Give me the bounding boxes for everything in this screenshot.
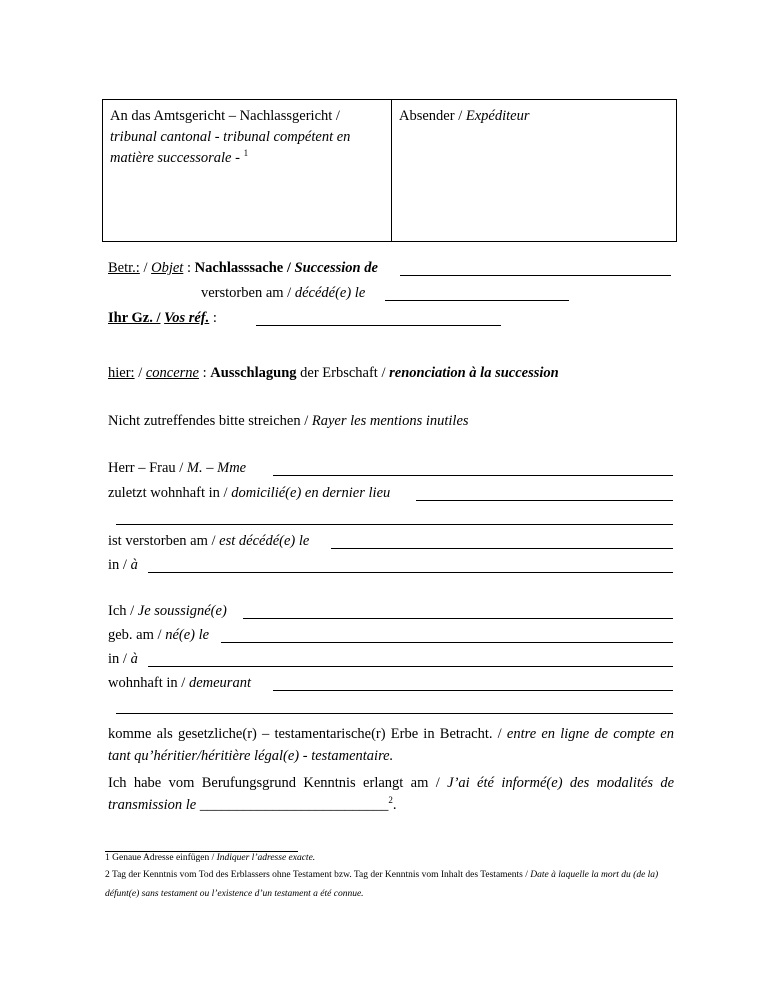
recipient-line-2: tribunal cantonal - tribunal compétent en — [110, 129, 351, 145]
nee-label: né(e) le — [165, 627, 210, 643]
residence-field[interactable] — [273, 690, 673, 691]
footnote-ref-1: 1 — [243, 148, 249, 158]
demeurant-label: demeurant — [188, 675, 251, 691]
death-place-line — [108, 557, 138, 574]
geb-label: geb. am / — [108, 627, 166, 643]
strike-instruction — [108, 413, 469, 430]
succession-label: Succession de — [294, 260, 378, 276]
recipient-line-1: An das Amtsgericht – Nachlassgericht / — [110, 108, 340, 124]
knowledge-end: . — [392, 797, 397, 813]
death-date-field[interactable] — [331, 548, 673, 549]
recipient-court-cell — [110, 106, 350, 170]
concern-sep: / — [134, 365, 146, 381]
concern-line — [108, 365, 559, 382]
est-decede-label: est décédé(e) le — [219, 533, 310, 549]
sender-cell[interactable] — [399, 106, 529, 127]
last-domicile-field-2[interactable] — [116, 524, 673, 525]
applicant-name-field[interactable] — [243, 618, 673, 619]
recipient-line-3: matière successorale - — [110, 150, 240, 166]
wohnhaft-label: wohnhaft in / — [108, 675, 189, 691]
footnote-1-fr: Indiquer l’adresse exacte. — [216, 853, 316, 863]
strike-instruction-fr: Rayer les mentions inutiles — [311, 413, 469, 429]
birth-place-field[interactable] — [148, 666, 673, 667]
death-place-in-label: in / — [108, 557, 131, 573]
residence-field-2[interactable] — [116, 713, 673, 714]
last-domicile-line — [108, 485, 390, 502]
footnote-1-de: Genaue Adresse einfügen / — [109, 853, 217, 863]
footnote-2-de: Tag der Kenntnis vom Tod des Erblassers ohne Testament bzw. Tag der Kenntnis vom Inhalt des Testaments / — [109, 870, 531, 880]
renonciation-label: renonciation à la succession — [389, 365, 559, 381]
heir-text-de: komme als gesetzliche(r) – testamentarische(r) Erbe in Betracht. / — [108, 726, 507, 742]
footnote-2-fr: Date à laquelle la mort du (de la) défunt(e) sans testament ou l’existence d’un testament a été connue. — [105, 870, 659, 899]
heir-text-fr: entre en ligne de compte en tant qu’héritier/héritière légal(e) - testamentaire. — [108, 726, 674, 764]
betr-label: Betr.: — [108, 260, 140, 276]
objet-label: Objet — [151, 260, 184, 276]
knowledge-text-fr: J’ai été informé(e) des modalités de transmission le — [108, 775, 675, 813]
table-divider — [391, 100, 392, 241]
hier-label: hier: — [108, 365, 135, 381]
deceased-date-label-fr: décédé(e) le — [294, 285, 366, 301]
last-domicile-field[interactable] — [416, 500, 673, 501]
der-erbschaft-label: der Erbschaft / — [296, 365, 390, 381]
birth-place-line — [108, 651, 138, 668]
death-place-a-label: à — [130, 557, 138, 573]
succession-de-field[interactable] — [400, 275, 671, 276]
sender-sep: / — [454, 108, 466, 124]
subject-sep: / — [139, 260, 152, 276]
knowledge-text-de: Ich habe vom Berufungsgrund Kenntnis erlangt am / — [108, 775, 448, 791]
deceased-date-label-de: verstorben am / — [201, 285, 295, 301]
reference-field[interactable] — [256, 325, 501, 326]
concerne-label: concerne — [145, 365, 199, 381]
sender-label-fr: Expéditeur — [465, 108, 530, 124]
concern-colon: : — [199, 365, 211, 381]
vos-ref-label: Vos réf. — [164, 310, 210, 326]
knowledge-paragraph — [108, 772, 674, 817]
knowledge-date-field[interactable]: __________________________ — [199, 797, 389, 813]
birth-date-field[interactable] — [221, 642, 673, 643]
nachlass-label: Nachlasssache / — [194, 260, 295, 276]
ref-colon: : — [209, 310, 217, 326]
zuletzt-label: zuletzt wohnhaft in / — [108, 485, 232, 501]
subject-line — [108, 260, 378, 277]
death-date-line — [108, 533, 309, 550]
ihr-gz-label: Ihr Gz. / — [108, 310, 161, 326]
birth-date-line — [108, 627, 209, 644]
ich-label: Ich / — [108, 603, 138, 619]
footnote-1-number: 1 — [105, 853, 110, 863]
herr-frau-label: Herr – Frau / — [108, 460, 187, 476]
applicant-name-line — [108, 603, 227, 620]
mme-label: M. – Mme — [186, 460, 247, 476]
death-place-field[interactable] — [148, 572, 673, 573]
ist-verstorben-label: ist verstorben am / — [108, 533, 220, 549]
sender-label-de: Absender — [399, 108, 455, 124]
residence-line — [108, 675, 251, 692]
heir-paragraph — [108, 723, 674, 767]
subject-colon: : — [183, 260, 195, 276]
footnote-ref-2: 2 — [388, 795, 393, 805]
deceased-name-field[interactable] — [273, 475, 673, 476]
footnote-2-number: 2 — [105, 870, 110, 880]
deceased-date-line — [201, 285, 365, 302]
soussigne-label: Je soussigné(e) — [137, 603, 227, 619]
recipient-line-3-wrap — [110, 148, 350, 170]
domicilie-label: domicilié(e) en dernier lieu — [231, 485, 391, 501]
ausschlagung-label: Ausschlagung — [210, 365, 297, 381]
address-table — [102, 99, 677, 242]
deceased-name-line — [108, 460, 246, 477]
reference-line — [108, 310, 217, 327]
birth-place-in-label: in / — [108, 651, 131, 667]
strike-instruction-de: Nicht zutreffendes bitte streichen / — [108, 413, 312, 429]
birth-place-a-label: à — [130, 651, 138, 667]
deceased-date-field[interactable] — [385, 300, 569, 301]
footnote-2 — [105, 866, 680, 904]
